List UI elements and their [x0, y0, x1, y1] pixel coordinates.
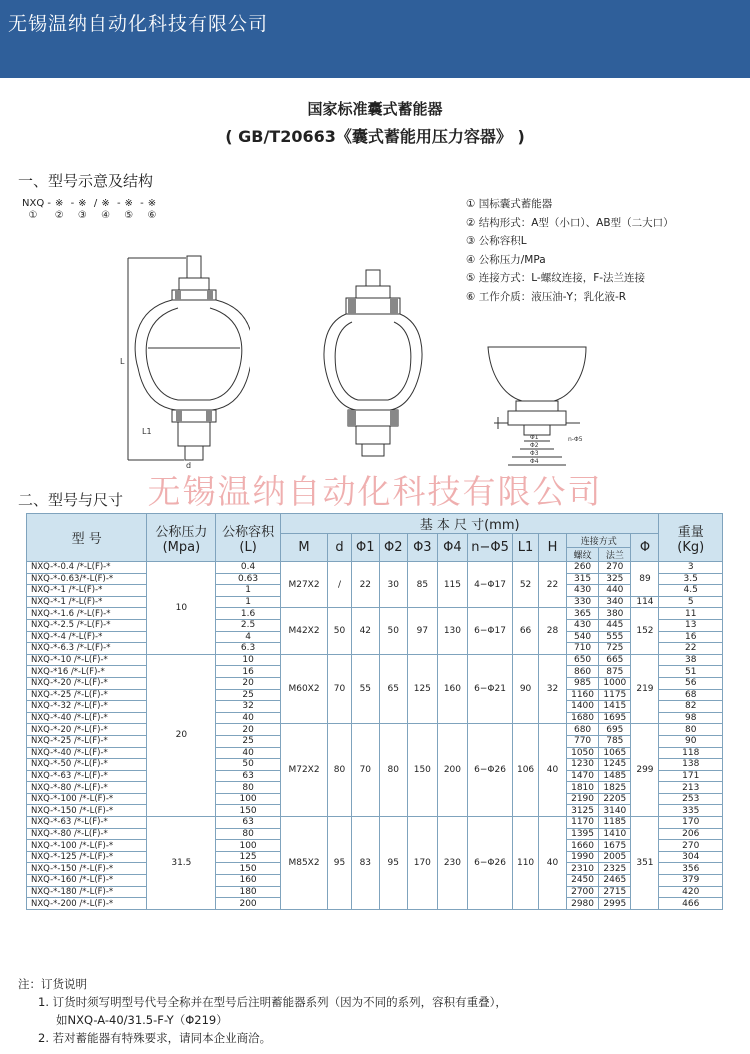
cell-l-flange: 445: [599, 619, 631, 631]
cell-l-thread: 430: [566, 619, 598, 631]
cell-model: NXQ-*-1 /*-L(F)-*: [27, 585, 147, 597]
cell-dim-h: 40: [538, 724, 566, 817]
cell-weight: 98: [659, 712, 723, 724]
cell-weight: 82: [659, 701, 723, 713]
cell-dim-l1: 106: [513, 724, 539, 817]
cell-model: NXQ-*-4 /*-L(F)-*: [27, 631, 147, 643]
col-d: d: [328, 534, 352, 562]
code-field: ※: [101, 198, 110, 209]
cell-l-thread: 330: [566, 596, 598, 608]
note-item: 如NXQ-A-40/31.5-F-Y（Φ219）: [56, 1013, 228, 1027]
dim-n-phi5: n-Φ5: [568, 436, 583, 443]
cell-l-flange: 1410: [599, 828, 631, 840]
cell-dim-p4: 200: [437, 724, 467, 817]
cell-l-thread: 2310: [566, 863, 598, 875]
cell-l-thread: 1395: [566, 828, 598, 840]
col-model: 型 号: [27, 514, 147, 562]
col-phi2: Φ2: [379, 534, 407, 562]
cell-l-flange: 1675: [599, 840, 631, 852]
cell-pressure: 10: [147, 562, 216, 655]
cell-model: NXQ-*-32 /*-L(F)-*: [27, 701, 147, 713]
cell-dim-m: M85X2: [280, 817, 327, 910]
model-code-diagram: NXQ - ※ - ※ / ※ - ※ - ※ ① ② ③ ④ ⑤ ⑥: [22, 198, 160, 221]
cell-weight: 80: [659, 724, 723, 736]
cell-dim-p3: 150: [407, 724, 437, 817]
cell-weight: 3.5: [659, 573, 723, 585]
flange-connection-drawing: [486, 345, 610, 473]
cell-weight: 253: [659, 793, 723, 805]
col-phi: Φ: [631, 534, 659, 562]
cell-l-flange: 325: [599, 573, 631, 585]
cell-l-thread: 1230: [566, 759, 598, 771]
code-number: ①: [28, 210, 38, 221]
cell-l-flange: 2005: [599, 851, 631, 863]
cell-volume: 125: [216, 851, 281, 863]
section-model-heading: 一、型号示意及结构: [18, 172, 154, 190]
cell-l-flange: 1245: [599, 759, 631, 771]
cell-l-thread: 1400: [566, 701, 598, 713]
cell-dim-p4: 230: [437, 817, 467, 910]
cell-pressure: 20: [147, 654, 216, 816]
cell-volume: 20: [216, 724, 281, 736]
cell-dim-m: M72X2: [280, 724, 327, 817]
notes-title: 注：订货说明: [18, 977, 87, 991]
cell-dim-p2: 50: [379, 608, 407, 654]
cell-l-flange: 1415: [599, 701, 631, 713]
cell-volume: 100: [216, 793, 281, 805]
cell-dim-d: 70: [328, 654, 352, 724]
cell-l-flange: 785: [599, 735, 631, 747]
table-row: [27, 654, 723, 666]
cell-dim-p2: 65: [379, 654, 407, 724]
note-item: 2. 若对蓄能器有特殊要求，请同本企业商洽。: [38, 1031, 272, 1045]
cell-dim-h: 28: [538, 608, 566, 654]
cell-weight: 379: [659, 875, 723, 887]
cell-l-flange: 2715: [599, 886, 631, 898]
col-weight: 重量 (Kg): [659, 514, 723, 562]
cell-dim-d: /: [328, 562, 352, 608]
cell-volume: 25: [216, 735, 281, 747]
cell-dim-p2: 30: [379, 562, 407, 608]
cell-dim-p1: 42: [351, 608, 379, 654]
code-field: ※: [124, 198, 133, 209]
col-volume: 公称容积 (L): [216, 514, 281, 562]
cell-weight: 51: [659, 666, 723, 678]
cell-volume: 40: [216, 747, 281, 759]
cell-dim-l1: 52: [513, 562, 539, 608]
cell-dim-d: 95: [328, 817, 352, 910]
cell-phi: 152: [631, 608, 659, 654]
cell-dim-p4: 160: [437, 654, 467, 724]
cell-dim-h: 22: [538, 562, 566, 608]
cell-volume: 20: [216, 677, 281, 689]
cell-weight: 22: [659, 643, 723, 655]
col-phi4: Φ4: [437, 534, 467, 562]
cell-l-flange: 2465: [599, 875, 631, 887]
cell-model: NXQ-*-100 /*-L(F)-*: [27, 840, 147, 852]
cell-dim-n: 6−Φ26: [467, 817, 512, 910]
cell-l-thread: 3125: [566, 805, 598, 817]
col-flange: 法兰: [599, 548, 631, 562]
cell-phi: 299: [631, 724, 659, 817]
accumulator-drawing-flanged: [318, 268, 428, 468]
cell-weight: 3: [659, 562, 723, 574]
cell-dim-p3: 85: [407, 562, 437, 608]
cell-volume: 40: [216, 712, 281, 724]
cell-volume: 32: [216, 701, 281, 713]
cell-dim-n: 6−Φ17: [467, 608, 512, 654]
cell-model: NXQ-*-1 /*-L(F)-*: [27, 596, 147, 608]
cell-l-thread: 2190: [566, 793, 598, 805]
cell-volume: 1: [216, 585, 281, 597]
col-pressure: 公称压力 (Mpa): [147, 514, 216, 562]
cell-weight: 170: [659, 817, 723, 829]
cell-dim-p3: 170: [407, 817, 437, 910]
cell-weight: 304: [659, 851, 723, 863]
cell-volume: 160: [216, 875, 281, 887]
cell-dim-n: 4−Φ17: [467, 562, 512, 608]
col-l1: L1: [513, 534, 539, 562]
legend-item: ④ 公称压力/MPa: [466, 253, 546, 266]
cell-weight: 270: [659, 840, 723, 852]
code-field: ※: [147, 198, 157, 209]
legend-item: ③ 公称容积L: [466, 235, 527, 248]
cell-volume: 80: [216, 828, 281, 840]
cell-weight: 38: [659, 654, 723, 666]
cell-model: NXQ-*-63 /*-L(F)-*: [27, 770, 147, 782]
cell-weight: 11: [659, 608, 723, 620]
code-number: ③: [77, 210, 87, 221]
cell-l-flange: 2995: [599, 898, 631, 910]
cell-volume: 1: [216, 596, 281, 608]
cell-model: NXQ-*-125 /*-L(F)-*: [27, 851, 147, 863]
cell-model: NXQ-*-80 /*-L(F)-*: [27, 828, 147, 840]
cell-model: NXQ-*-40 /*-L(F)-*: [27, 747, 147, 759]
cell-volume: 100: [216, 840, 281, 852]
cell-l-thread: 1810: [566, 782, 598, 794]
cell-dim-p4: 130: [437, 608, 467, 654]
cell-weight: 4.5: [659, 585, 723, 597]
cell-l-thread: 680: [566, 724, 598, 736]
cell-model: NXQ-*-1.6 /*-L(F)-*: [27, 608, 147, 620]
col-conn: 连接方式: [566, 534, 631, 548]
col-basic-dims: 基 本 尺 寸(mm): [280, 514, 659, 534]
cell-volume: 180: [216, 886, 281, 898]
cell-volume: 0.63: [216, 573, 281, 585]
cell-l-thread: 1160: [566, 689, 598, 701]
cell-dim-m: M42X2: [280, 608, 327, 654]
cell-model: NXQ-*-6.3 /*-L(F)-*: [27, 643, 147, 655]
dim-d: d: [186, 461, 192, 470]
cell-dim-n: 6−Φ26: [467, 724, 512, 817]
notes: [18, 975, 507, 1047]
cell-l-flange: 1825: [599, 782, 631, 794]
cell-dim-p3: 125: [407, 654, 437, 724]
cell-dim-l1: 66: [513, 608, 539, 654]
table-row: [27, 608, 723, 620]
header-banner: [0, 0, 750, 78]
cell-dim-h: 40: [538, 817, 566, 910]
cell-model: NXQ-*-2.5 /*-L(F)-*: [27, 619, 147, 631]
dim-phi4: Φ4: [530, 458, 539, 465]
cell-l-thread: 1050: [566, 747, 598, 759]
cell-l-thread: 1680: [566, 712, 598, 724]
col-thread: 螺纹: [566, 548, 598, 562]
cell-l-flange: 270: [599, 562, 631, 574]
cell-l-thread: 2450: [566, 875, 598, 887]
cell-weight: 16: [659, 631, 723, 643]
cell-model: NXQ-*-150 /*-L(F)-*: [27, 805, 147, 817]
cell-l-thread: 1170: [566, 817, 598, 829]
cell-dim-m: M60X2: [280, 654, 327, 724]
cell-volume: 150: [216, 863, 281, 875]
cell-l-flange: 3140: [599, 805, 631, 817]
cell-l-thread: 315: [566, 573, 598, 585]
cell-l-thread: 430: [566, 585, 598, 597]
cell-dim-p2: 80: [379, 724, 407, 817]
cell-l-thread: 1660: [566, 840, 598, 852]
cell-dim-n: 6−Φ21: [467, 654, 512, 724]
watermark: 无锡温纳自动化科技有限公司: [147, 472, 603, 511]
cell-model: NXQ-*-50 /*-L(F)-*: [27, 759, 147, 771]
cell-l-thread: 1470: [566, 770, 598, 782]
cell-l-thread: 860: [566, 666, 598, 678]
dim-phi1: Φ1: [530, 434, 539, 441]
cell-volume: 4: [216, 631, 281, 643]
cell-l-flange: 440: [599, 585, 631, 597]
cell-dim-d: 80: [328, 724, 352, 817]
cell-l-thread: 540: [566, 631, 598, 643]
cell-dim-p4: 115: [437, 562, 467, 608]
cell-dim-p1: 22: [351, 562, 379, 608]
cell-l-flange: 380: [599, 608, 631, 620]
dim-l: L: [120, 357, 125, 366]
page-subtitle: ( GB/T20663《囊式蓄能用压力容器》 ): [225, 127, 525, 146]
cell-l-flange: 2325: [599, 863, 631, 875]
cell-model: NXQ-*-63 /*-L(F)-*: [27, 817, 147, 829]
cell-l-flange: 555: [599, 631, 631, 643]
note-item: 1. 订货时须写明型号代号全称并在型号后注明蓄能器系列（因为不同的系列，容积有重叠），: [38, 995, 507, 1009]
page-title: 国家标准囊式蓄能器: [307, 100, 443, 118]
legend-item: ⑤ 连接方式：L-螺纹连接，F-法兰连接: [466, 272, 646, 285]
legend-item: ② 结构形式：A型（小口）、AB型（二大口）: [466, 216, 674, 229]
cell-phi: 89: [631, 562, 659, 597]
cell-volume: 63: [216, 817, 281, 829]
table-row: [27, 724, 723, 736]
cell-l-thread: 2980: [566, 898, 598, 910]
code-number: ⑥: [147, 210, 157, 221]
col-phi3: Φ3: [407, 534, 437, 562]
cell-l-flange: 2205: [599, 793, 631, 805]
cell-weight: 335: [659, 805, 723, 817]
legend-item: ⑥ 工作介质：液压油-Y；乳化液-R: [466, 290, 627, 303]
cell-volume: 50: [216, 759, 281, 771]
cell-l-flange: 1065: [599, 747, 631, 759]
cell-l-thread: 710: [566, 643, 598, 655]
legend-list: [466, 195, 674, 307]
cell-dim-p1: 70: [351, 724, 379, 817]
cell-l-flange: 1485: [599, 770, 631, 782]
cell-l-thread: 260: [566, 562, 598, 574]
cell-dim-h: 32: [538, 654, 566, 724]
cell-l-flange: 1695: [599, 712, 631, 724]
legend-item: ① 国标囊式蓄能器: [466, 198, 553, 210]
table-row: [27, 562, 723, 574]
cell-volume: 1.6: [216, 608, 281, 620]
cell-dim-p2: 95: [379, 817, 407, 910]
cell-model: NXQ-*-0.63/*-L(F)-*: [27, 573, 147, 585]
cell-model: NXQ-*-0.4 /*-L(F)-*: [27, 562, 147, 574]
cell-weight: 13: [659, 619, 723, 631]
cell-l-flange: 1000: [599, 677, 631, 689]
cell-volume: 16: [216, 666, 281, 678]
cell-l-flange: 875: [599, 666, 631, 678]
cell-l-flange: 725: [599, 643, 631, 655]
cell-volume: 25: [216, 689, 281, 701]
cell-l-flange: 1185: [599, 817, 631, 829]
cell-model: NXQ-*-20 /*-L(F)-*: [27, 677, 147, 689]
cell-weight: 356: [659, 863, 723, 875]
cell-volume: 80: [216, 782, 281, 794]
cell-phi: 219: [631, 654, 659, 724]
cell-pressure: 31.5: [147, 817, 216, 910]
cell-model: NXQ-*-180 /*-L(F)-*: [27, 886, 147, 898]
cell-volume: 6.3: [216, 643, 281, 655]
cell-l-thread: 2700: [566, 886, 598, 898]
col-phi1: Φ1: [351, 534, 379, 562]
cell-dim-p1: 83: [351, 817, 379, 910]
cell-volume: 200: [216, 898, 281, 910]
cell-model: NXQ-*-100 /*-L(F)-*: [27, 793, 147, 805]
cell-volume: 0.4: [216, 562, 281, 574]
cell-dim-l1: 90: [513, 654, 539, 724]
code-field: ※: [78, 198, 87, 209]
cell-l-flange: 695: [599, 724, 631, 736]
cell-dim-p3: 97: [407, 608, 437, 654]
cell-l-flange: 1175: [599, 689, 631, 701]
cell-model: NXQ-*-20 /*-L(F)-*: [27, 724, 147, 736]
cell-weight: 171: [659, 770, 723, 782]
cell-l-thread: 365: [566, 608, 598, 620]
cell-volume: 150: [216, 805, 281, 817]
cell-weight: 213: [659, 782, 723, 794]
cell-l-thread: 1990: [566, 851, 598, 863]
dim-l1: L1: [142, 427, 152, 436]
cell-weight: 466: [659, 898, 723, 910]
cell-l-thread: 985: [566, 677, 598, 689]
code-number: ②: [54, 210, 64, 221]
cell-dim-p1: 55: [351, 654, 379, 724]
company-name: 无锡温纳自动化科技有限公司: [8, 13, 269, 35]
cell-volume: 10: [216, 654, 281, 666]
dim-phi2: Φ2: [530, 442, 539, 449]
cell-weight: 420: [659, 886, 723, 898]
cell-dim-l1: 110: [513, 817, 539, 910]
cell-model: NXQ-*-150 /*-L(F)-*: [27, 863, 147, 875]
col-n-phi5: n−Φ5: [467, 534, 512, 562]
cell-volume: 2.5: [216, 619, 281, 631]
cell-phi: 114: [631, 596, 659, 608]
code-field: ※: [54, 198, 64, 209]
cell-volume: 63: [216, 770, 281, 782]
cell-weight: 5: [659, 596, 723, 608]
spec-table: [26, 513, 723, 910]
cell-model: NXQ-*-10 /*-L(F)-*: [27, 654, 147, 666]
table-row: [27, 817, 723, 829]
cell-model: NXQ-*16 /*-L(F)-*: [27, 666, 147, 678]
code-number: ⑤: [124, 210, 134, 221]
cell-dim-m: M27X2: [280, 562, 327, 608]
cell-l-flange: 340: [599, 596, 631, 608]
cell-model: NXQ-*-200 /*-L(F)-*: [27, 898, 147, 910]
cell-model: NXQ-*-80 /*-L(F)-*: [27, 782, 147, 794]
dim-phi3: Φ3: [530, 450, 539, 457]
col-h: H: [538, 534, 566, 562]
cell-weight: 118: [659, 747, 723, 759]
cell-model: NXQ-*-160 /*-L(F)-*: [27, 875, 147, 887]
cell-model: NXQ-*-40 /*-L(F)-*: [27, 712, 147, 724]
cell-phi: 351: [631, 817, 659, 910]
cell-weight: 56: [659, 677, 723, 689]
cell-weight: 206: [659, 828, 723, 840]
cell-model: NXQ-*-25 /*-L(F)-*: [27, 689, 147, 701]
cell-dim-d: 50: [328, 608, 352, 654]
section-size-heading: 二、型号与尺寸: [18, 491, 124, 509]
accumulator-drawing-threaded: [120, 248, 250, 470]
col-m: M: [280, 534, 327, 562]
cell-model: NXQ-*-25 /*-L(F)-*: [27, 735, 147, 747]
cell-weight: 68: [659, 689, 723, 701]
cell-weight: 138: [659, 759, 723, 771]
cell-l-thread: 650: [566, 654, 598, 666]
code-number: ④: [101, 210, 111, 221]
code-prefix: NXQ: [22, 198, 45, 209]
cell-l-thread: 770: [566, 735, 598, 747]
cell-l-flange: 665: [599, 654, 631, 666]
cell-weight: 90: [659, 735, 723, 747]
